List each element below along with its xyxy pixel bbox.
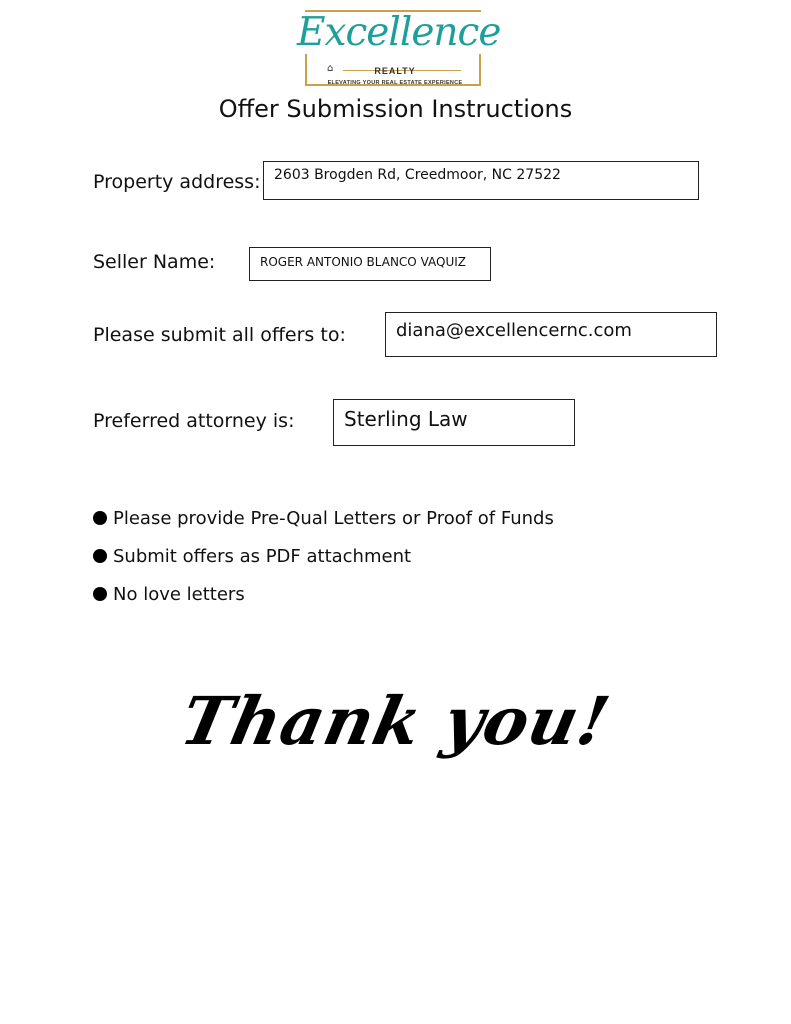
bullet-text: No love letters [113, 584, 245, 605]
property-address-label: Property address: [93, 171, 261, 193]
house-icon: ⌂ [327, 63, 334, 74]
preferred-attorney-label: Preferred attorney is: [93, 410, 295, 432]
preferred-attorney-field: Sterling Law [333, 399, 575, 446]
bullet-text: Submit offers as PDF attachment [113, 546, 412, 567]
submit-offers-email-field: diana@excellencernc.com [385, 312, 717, 357]
seller-name-label: Seller Name: [93, 251, 216, 273]
page-title: Offer Submission Instructions [218, 95, 573, 123]
logo-script-text: Excellence [297, 10, 501, 55]
bullet-dot-icon [93, 511, 107, 525]
bullet-dot-icon [93, 587, 107, 601]
logo-tagline: ELEVATING YOUR REAL ESTATE EXPERIENCE [327, 80, 463, 86]
seller-name-field: ROGER ANTONIO BLANCO VAQUIZ [249, 247, 491, 281]
bullet-item [93, 584, 245, 605]
logo-realty-text: REALTY [374, 66, 416, 76]
bullet-dot-icon [93, 549, 107, 563]
bullet-item [93, 546, 411, 567]
thank-you-text: Thank you! [174, 682, 617, 760]
submit-offers-label: Please submit all offers to: [93, 324, 346, 346]
property-address-field: 2603 Brogden Rd, Creedmoor, NC 27522 [263, 161, 699, 200]
bullet-item [93, 508, 554, 529]
bullet-text: Please provide Pre-Qual Letters or Proof of Funds [113, 508, 554, 529]
company-logo [297, 8, 501, 90]
